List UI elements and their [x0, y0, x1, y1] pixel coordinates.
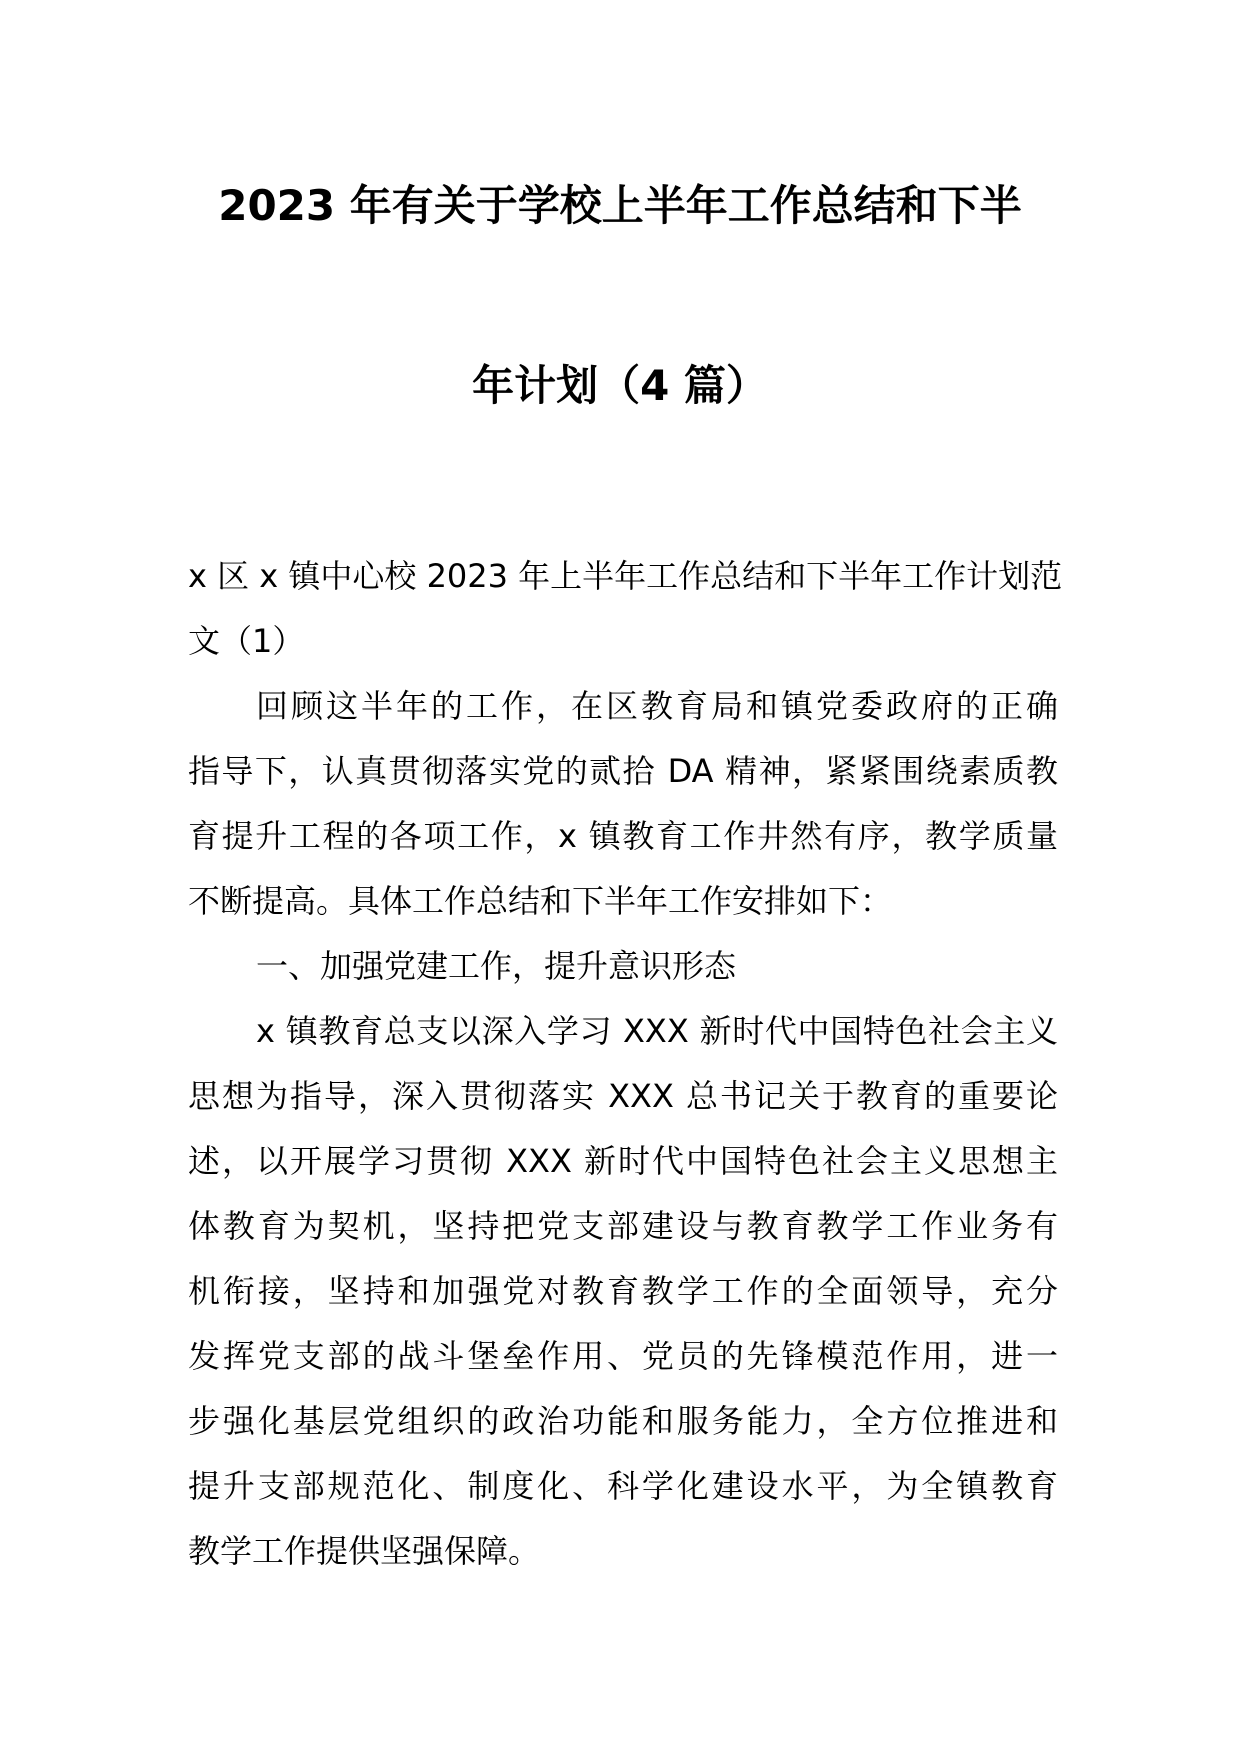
paragraph-line: 指导下，认真贯彻落实党的贰拾 DA 精神，紧紧围绕素质教 — [188, 752, 1058, 790]
paragraph-line: x 区 x 镇中心校 2023 年上半年工作总结和下半年工作计划范 — [188, 557, 1063, 595]
paragraph-line: 回顾这半年的工作，在区教育局和镇党委政府的正确 — [256, 687, 1058, 725]
paragraph-line: 思想为指导，深入贯彻落实 XXX 总书记关于教育的重要论 — [188, 1077, 1058, 1115]
paragraph-line: 机衔接，坚持和加强党对教育教学工作的全面领导，充分 — [188, 1272, 1058, 1310]
section-heading — [188, 934, 1058, 999]
paragraph-line: x 镇教育总支以深入学习 XXX 新时代中国特色社会主义 — [256, 1012, 1058, 1050]
paragraph-party-building — [188, 999, 1058, 1584]
paragraph-line: 发挥党支部的战斗堡垒作用、党员的先锋模范作用，进一 — [188, 1337, 1058, 1375]
document-body — [188, 544, 1063, 1584]
paragraph-line: 提升支部规范化、制度化、科学化建设水平，为全镇教育 — [188, 1467, 1058, 1505]
paragraph-line: 文（1） — [188, 622, 305, 660]
document-title-line-1: 2023 年有关于学校上半年工作总结和下半 — [218, 181, 1022, 230]
paragraph-line: 体教育为契机，坚持把党支部建设与教育教学工作业务有 — [188, 1207, 1058, 1245]
paragraph-review — [188, 674, 1058, 934]
paragraph-line: 步强化基层党组织的政治功能和服务能力，全方位推进和 — [188, 1402, 1058, 1440]
paragraph-line: 不断提高。具体工作总结和下半年工作安排如下： — [188, 882, 893, 920]
paragraph-line: 述，以开展学习贯彻 XXX 新时代中国特色社会主义思想主 — [188, 1142, 1058, 1180]
paragraph-line: 育提升工程的各项工作，x 镇教育工作井然有序，教学质量 — [188, 817, 1058, 855]
paragraph-heading-subtitle — [188, 544, 1063, 674]
paragraph-line: 一、加强党建工作，提升意识形态 — [256, 947, 737, 985]
document-title-line-2: 年计划（4 篇） — [472, 361, 768, 410]
paragraph-line: 教学工作提供坚强保障。 — [188, 1532, 541, 1570]
